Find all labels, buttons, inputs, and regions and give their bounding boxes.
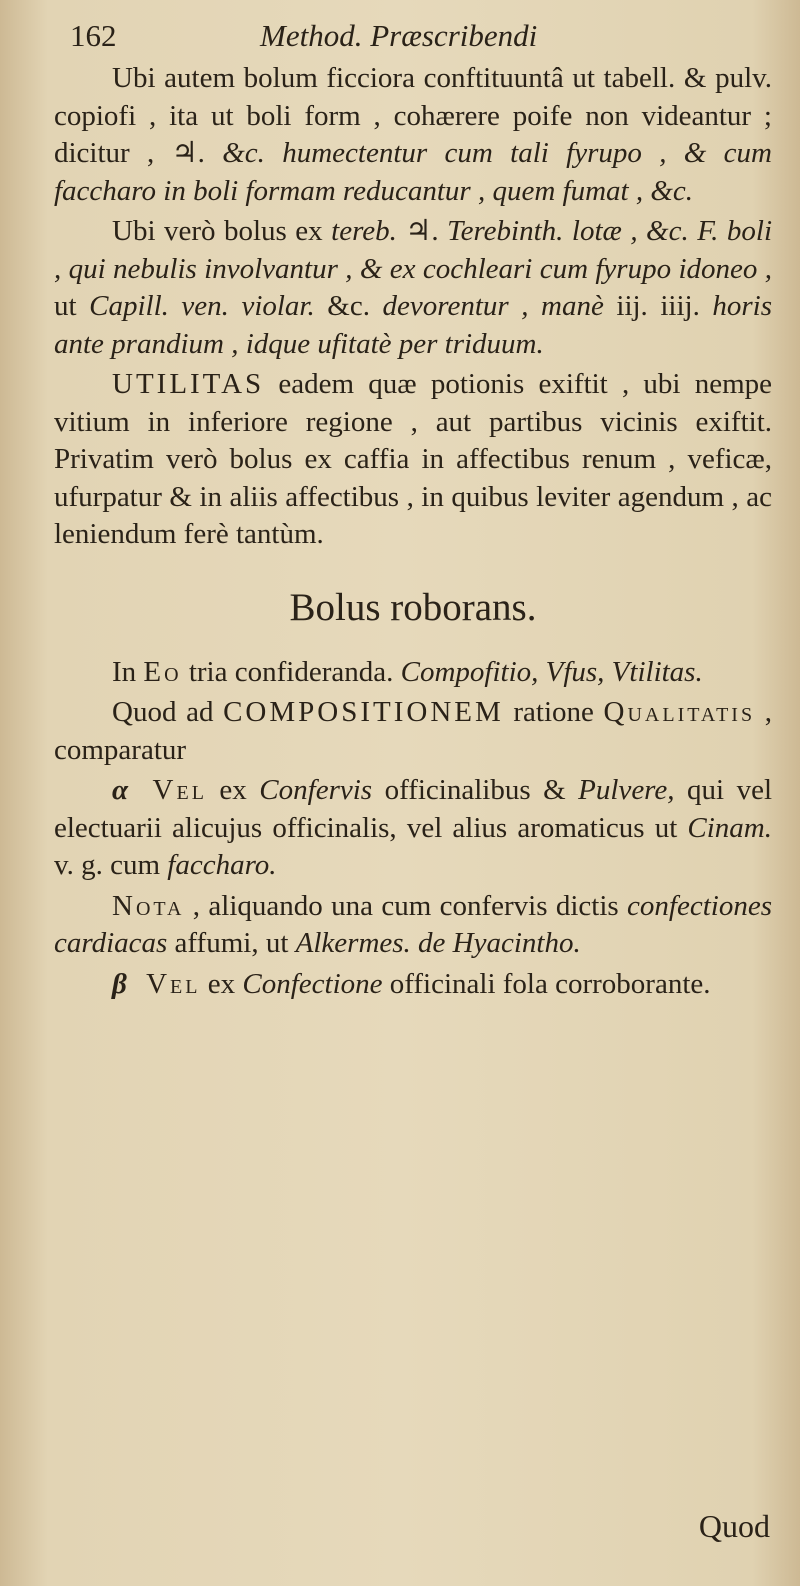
- text-run: Ubi verò bolus ex: [112, 215, 332, 247]
- text-run: ratione: [503, 696, 604, 728]
- italic-text: Alkermes. de Hyacintho.: [295, 927, 581, 959]
- list-marker: β: [112, 967, 135, 1000]
- section-heading: Bolus roborans.: [289, 585, 537, 629]
- italic-text: Confectione: [242, 967, 383, 1000]
- italic-text: Pulvere,: [578, 774, 675, 806]
- paragraph: [54, 888, 772, 963]
- text-run: iij. iiij.: [603, 290, 713, 322]
- italic-text: Capill. ven. violar.: [89, 290, 315, 322]
- list-marker: α: [112, 774, 141, 806]
- text-run: ut: [54, 290, 90, 322]
- italic-text: Compofitio, Vfus, Vtilitas.: [400, 655, 703, 688]
- text-section-bolus: [54, 60, 772, 554]
- italic-text: confectiones cardiacas: [54, 889, 772, 959]
- text-run: eadem quæ potionis exiftit , ubi nempe vitium in inferiore regione , aut partibus vicinis exiftit. Privatim verò bolus ex caffia in affectibus renum , veficæ, ufurpatur & in aliis affectibus , in quibus leviter agendum , ac leniendum ferè tantùm.: [54, 368, 772, 550]
- page-number: 162: [70, 18, 117, 53]
- small-caps-text: Nota: [112, 889, 185, 922]
- paragraph: [54, 213, 772, 363]
- text-run: Ubi autem bolum ficciora conftituuntâ ut tabell. & pulv. copiofi , ita ut boli form , cohærere poife non videantur ; dicitur , ♃.: [54, 62, 772, 169]
- small-caps-text: Vel: [146, 967, 201, 1000]
- page-body: [54, 60, 772, 1006]
- text-run: ♃.: [396, 215, 448, 247]
- paragraph: [54, 60, 772, 210]
- text-run: affumi, ut: [167, 927, 296, 959]
- italic-text: tereb.: [331, 215, 397, 247]
- paragraph: [54, 366, 772, 554]
- text-run: officinali fola corroborante.: [382, 967, 711, 1000]
- small-caps-text: Eo: [143, 655, 182, 688]
- catchword: Quod: [698, 1508, 770, 1544]
- text-run: , aliquando una cum confervis dictis: [184, 889, 628, 922]
- small-caps-text: COMPOSITIONEM: [223, 696, 504, 728]
- text-run: Quod ad: [112, 696, 224, 728]
- text-run: qui vel electuarii alicujus officinalis, vel alius aromaticus ut: [54, 774, 773, 844]
- text-run: officinalibus &: [372, 774, 579, 806]
- italic-text: Cinam.: [687, 811, 772, 844]
- paragraph: [54, 694, 772, 769]
- text-section-bolus-roborans: [54, 654, 772, 1004]
- italic-text: &c. humectentur cum tali fyrupo , & cum faccharo in boli formam reducantur , quem fumat , &c.: [54, 137, 772, 207]
- text-run: &c.: [314, 290, 383, 322]
- italic-text: horis ante prandium , idque ufitatè per triduum.: [54, 290, 773, 360]
- text-run: In: [112, 655, 144, 688]
- text-run: tria confideranda.: [181, 655, 401, 688]
- text-run: ex: [200, 967, 243, 1000]
- paragraph: [54, 772, 772, 885]
- small-caps-text: Vel: [152, 774, 207, 806]
- running-title: Method. Præscribendi: [260, 18, 538, 53]
- italic-text: faccharo.: [167, 849, 277, 881]
- italic-text: Confervis: [259, 774, 373, 806]
- text-run: v. g. cum: [54, 849, 168, 881]
- text-run: ex: [206, 774, 260, 806]
- italic-text: devorentur , manè: [382, 290, 604, 322]
- paragraph: [54, 654, 772, 692]
- text-run: , comparatur: [54, 696, 772, 766]
- italic-text: Terebinth. lotæ , &c. F. boli , qui nebulis involvantur , & ex cochleari cum fyrupo idoneo ,: [54, 215, 773, 285]
- small-caps-text: Qualitatis: [603, 696, 756, 728]
- page-header: [70, 14, 760, 58]
- paragraph: [54, 966, 772, 1004]
- small-caps-text: UTILITAS: [112, 368, 265, 400]
